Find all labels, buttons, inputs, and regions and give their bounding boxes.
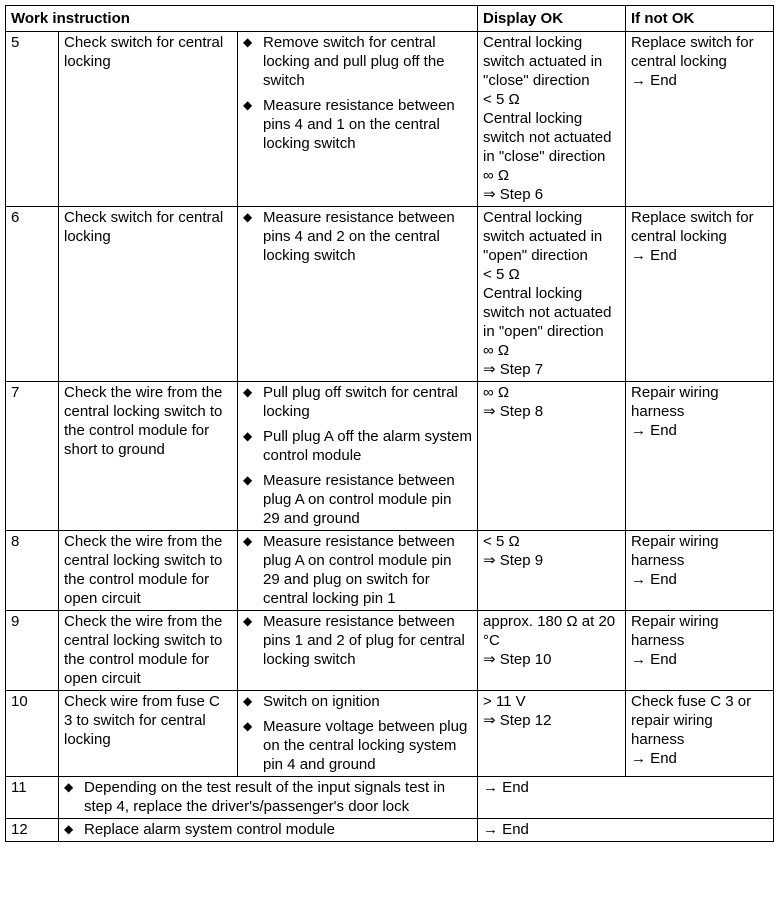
step-number: 9 <box>6 611 59 691</box>
if-not-ok-cell-line: Replace switch for central locking <box>631 34 754 70</box>
if-not-ok-cell-line: → End <box>631 750 677 767</box>
display-ok-cell-line: ∞ Ω <box>483 342 510 359</box>
action-text: Measure voltage between plug on the central locking system pin 4 and ground <box>263 718 468 773</box>
action-item <box>243 471 472 528</box>
action-item <box>64 820 472 839</box>
if-not-ok-cell <box>626 611 774 691</box>
if-not-ok-cell <box>626 32 774 207</box>
table-row <box>6 691 774 777</box>
display-ok-cell <box>478 207 626 382</box>
diamond-bullet-icon: ◆ <box>64 822 74 836</box>
if-not-ok-cell <box>626 531 774 611</box>
action-list <box>243 612 472 669</box>
display-ok-cell-line: ⇒ Step 6 <box>483 186 544 203</box>
table-body <box>6 32 774 842</box>
action-text: Measure resistance between plug A on control module pin 29 and ground <box>263 472 455 527</box>
header-work-instruction: Work instruction <box>6 6 478 32</box>
action-item <box>243 383 472 421</box>
step-number: 6 <box>6 207 59 382</box>
actions-cell <box>59 819 478 842</box>
actions-cell <box>238 382 478 531</box>
table-row <box>6 32 774 207</box>
step-number: 11 <box>6 777 59 819</box>
action-text: Measure resistance between pins 4 and 1 on the central locking switch <box>263 97 455 152</box>
action-text: Depending on the test result of the input signals test in step 4, replace the driver's/passenger's door lock <box>84 779 446 815</box>
if-not-ok-cell-line: Repair wiring harness <box>631 384 719 420</box>
display-ok-cell: → End <box>478 819 774 842</box>
action-item <box>64 778 472 816</box>
action-text: Replace alarm system control module <box>84 821 335 838</box>
action-item <box>243 532 472 608</box>
display-ok-cell-line: ⇒ Step 12 <box>483 712 552 729</box>
step-number: 8 <box>6 531 59 611</box>
check-description: Check switch for central locking <box>59 207 238 382</box>
display-ok-cell: → End <box>478 777 774 819</box>
work-instruction-table <box>5 5 774 842</box>
action-list <box>64 820 472 839</box>
if-not-ok-cell <box>626 382 774 531</box>
action-text: Measure resistance between pins 1 and 2 of plug for central locking switch <box>263 613 465 668</box>
step-number: 12 <box>6 819 59 842</box>
header-if-not-ok: If not OK <box>626 6 774 32</box>
display-ok-cell-line: Central locking switch actuated in "open" direction <box>483 209 603 264</box>
action-list <box>243 532 472 608</box>
display-ok-cell-line: ⇒ Step 10 <box>483 651 552 668</box>
display-ok-cell-line: ∞ Ω <box>483 384 510 401</box>
work-instruction-page <box>5 5 774 842</box>
action-item <box>243 717 472 774</box>
display-ok-cell-line: < 5 Ω <box>483 91 520 108</box>
actions-cell <box>238 207 478 382</box>
diamond-bullet-icon: ◆ <box>243 98 253 112</box>
table-row <box>6 382 774 531</box>
if-not-ok-cell-line: Check fuse C 3 or repair wiring harness <box>631 693 752 748</box>
action-item <box>243 96 472 153</box>
action-list <box>243 208 472 265</box>
header-display-ok: Display OK <box>478 6 626 32</box>
actions-cell <box>238 691 478 777</box>
display-ok-cell-line: > 11 V <box>483 693 526 710</box>
action-item <box>243 692 472 711</box>
table-row <box>6 531 774 611</box>
actions-cell <box>238 531 478 611</box>
display-ok-cell-line: < 5 Ω <box>483 533 520 550</box>
actions-cell <box>59 777 478 819</box>
display-ok-cell-line: ⇒ Step 8 <box>483 403 544 420</box>
actions-cell <box>238 611 478 691</box>
action-text: Pull plug A off the alarm system control module <box>263 428 472 464</box>
diamond-bullet-icon: ◆ <box>243 614 253 628</box>
action-list <box>64 778 472 816</box>
display-ok-cell-line: ⇒ Step 9 <box>483 552 544 569</box>
display-ok-cell <box>478 382 626 531</box>
diamond-bullet-icon: ◆ <box>243 429 253 443</box>
display-ok-cell-line: Central locking switch not actuated in "close" direction <box>483 110 612 165</box>
table-row <box>6 207 774 382</box>
action-item <box>243 208 472 265</box>
diamond-bullet-icon: ◆ <box>243 385 253 399</box>
display-ok-cell-line: ⇒ Step 7 <box>483 361 544 378</box>
if-not-ok-cell <box>626 207 774 382</box>
action-item <box>243 612 472 669</box>
check-description: Check the wire from the central locking switch to the control module for open circuit <box>59 611 238 691</box>
if-not-ok-cell-line: Repair wiring harness <box>631 533 719 569</box>
step-number: 10 <box>6 691 59 777</box>
if-not-ok-cell-line: Repair wiring harness <box>631 613 719 649</box>
table-header-row <box>6 6 774 32</box>
if-not-ok-cell-line: → End <box>631 72 677 89</box>
action-text: Remove switch for central locking and pull plug off the switch <box>263 34 445 89</box>
display-ok-cell <box>478 611 626 691</box>
action-list <box>243 692 472 774</box>
diamond-bullet-icon: ◆ <box>64 780 74 794</box>
display-ok-cell-line: < 5 Ω <box>483 266 520 283</box>
diamond-bullet-icon: ◆ <box>243 473 253 487</box>
display-ok-cell-line: Central locking switch not actuated in "open" direction <box>483 285 612 340</box>
diamond-bullet-icon: ◆ <box>243 719 253 733</box>
action-list <box>243 383 472 528</box>
diamond-bullet-icon: ◆ <box>243 694 253 708</box>
if-not-ok-cell-line: → End <box>631 571 677 588</box>
actions-cell <box>238 32 478 207</box>
table-row <box>6 611 774 691</box>
action-text: Measure resistance between pins 4 and 2 on the central locking switch <box>263 209 455 264</box>
check-description: Check switch for central locking <box>59 32 238 207</box>
check-description: Check the wire from the central locking switch to the control module for open circuit <box>59 531 238 611</box>
check-description: Check the wire from the central locking switch to the control module for short to ground <box>59 382 238 531</box>
display-ok-cell <box>478 531 626 611</box>
if-not-ok-cell-line: → End <box>631 247 677 264</box>
diamond-bullet-icon: ◆ <box>243 35 253 49</box>
step-number: 5 <box>6 32 59 207</box>
if-not-ok-cell-line: Replace switch for central locking <box>631 209 754 245</box>
diamond-bullet-icon: ◆ <box>243 534 253 548</box>
table-row <box>6 819 774 842</box>
action-item <box>243 33 472 90</box>
step-number: 7 <box>6 382 59 531</box>
action-text: Pull plug off switch for central locking <box>263 384 458 420</box>
display-ok-cell <box>478 691 626 777</box>
diamond-bullet-icon: ◆ <box>243 210 253 224</box>
table-row <box>6 777 774 819</box>
action-text: Switch on ignition <box>263 693 380 710</box>
display-ok-cell <box>478 32 626 207</box>
action-list <box>243 33 472 153</box>
display-ok-cell-line: approx. 180 Ω at 20 °C <box>483 613 616 649</box>
display-ok-cell-line: Central locking switch actuated in "close" direction <box>483 34 603 89</box>
check-description: Check wire from fuse C 3 to switch for central locking <box>59 691 238 777</box>
action-item <box>243 427 472 465</box>
display-ok-cell-line: ∞ Ω <box>483 167 510 184</box>
if-not-ok-cell <box>626 691 774 777</box>
action-text: Measure resistance between plug A on control module pin 29 and plug on switch for central locking pin 1 <box>263 533 455 607</box>
if-not-ok-cell-line: → End <box>631 651 677 668</box>
if-not-ok-cell-line: → End <box>631 422 677 439</box>
